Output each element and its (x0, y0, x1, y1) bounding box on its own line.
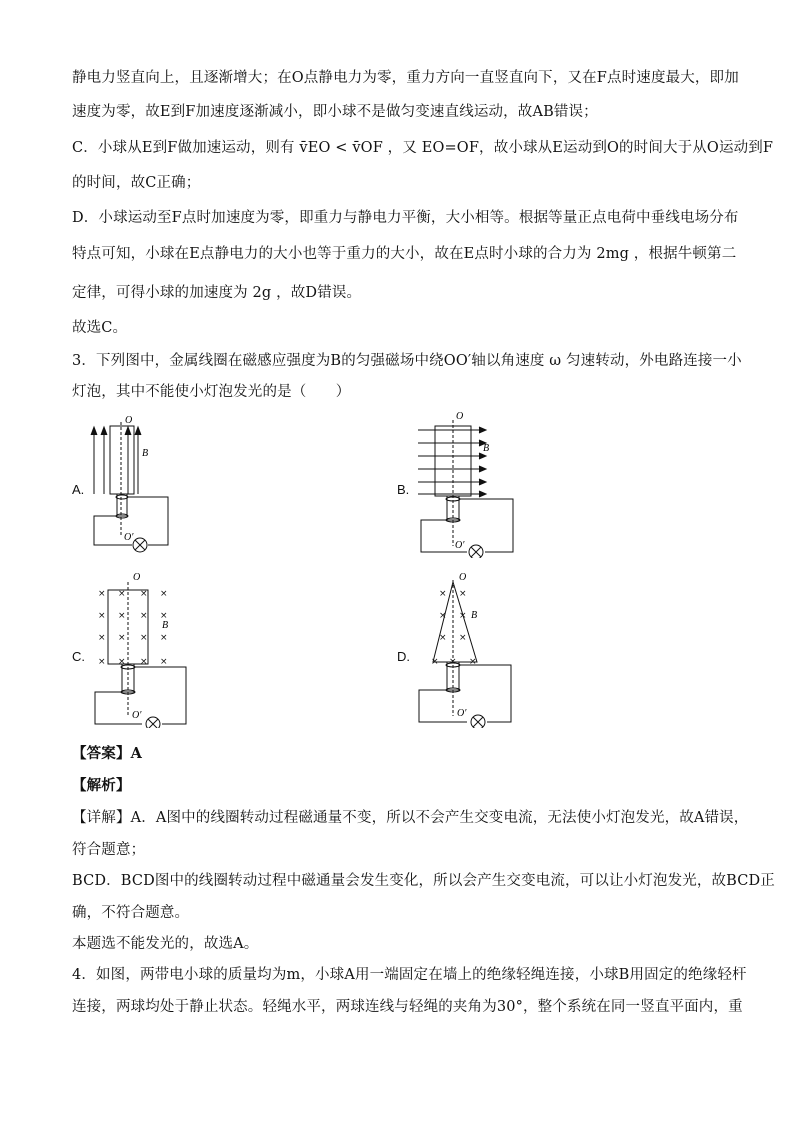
svg-text:×: × (98, 589, 106, 599)
svg-text:×: × (439, 611, 447, 621)
question-3-text: 灯泡，其中不能使小灯泡发光的是（ ） (72, 384, 351, 400)
text-line: 故选C。 (72, 320, 128, 336)
analysis-title: 【解析】 (72, 777, 131, 794)
detail-line: 【详解】A．A图中的线圈转动过程磁通量不变，所以不会产生交变电流，无法使小灯泡发光，故A错误， (72, 810, 749, 826)
svg-text:×: × (160, 589, 168, 599)
svg-text:×: × (98, 633, 106, 643)
detail-line: 本题选不能发光的，故选A。 (72, 936, 259, 952)
svg-text:×: × (459, 589, 467, 599)
option-b-label: B. (397, 482, 410, 497)
figure-a (88, 412, 198, 557)
label-b: B (483, 443, 490, 454)
answer-line: 【答案】A (72, 745, 142, 762)
svg-text:×: × (118, 589, 126, 599)
svg-text:×: × (118, 611, 126, 621)
svg-text:×: × (160, 657, 168, 667)
svg-text:×: × (160, 633, 168, 643)
svg-text:×: × (140, 611, 148, 621)
text-line: 的时间，故C正确； (72, 175, 201, 191)
svg-text:×: × (118, 633, 126, 643)
text-line: 速度为零，故E到F加速度逐渐减小，即小球不是做匀变速直线运动，故AB错误； (72, 104, 598, 120)
svg-text:×: × (431, 657, 439, 667)
svg-text:×: × (469, 657, 477, 667)
label-o-bottom: O′ (455, 540, 465, 551)
svg-text:×: × (140, 589, 148, 599)
svg-text:×: × (459, 611, 467, 621)
option-d-label: D. (397, 649, 410, 664)
text-line: 定律，可得小球的加速度为 2g ，故D错误。 (72, 285, 362, 301)
detail-line: BCD．BCD图中的线圈转动过程中磁通量会发生变化，所以会产生交变电流，可以让小灯泡发光，故BCD正 (72, 873, 775, 889)
option-c-label: C. (72, 649, 85, 664)
detail-line: 符合题意； (72, 842, 146, 858)
svg-text:×: × (439, 589, 447, 599)
figure-b (413, 408, 528, 558)
figure-d (415, 568, 520, 728)
detail-line: 确，不符合题意。 (72, 905, 190, 921)
option-a-label: A. (72, 482, 85, 497)
svg-text:×: × (439, 633, 447, 643)
label-o-bottom: O′ (457, 708, 467, 719)
text-line: D．小球运动至F点时加速度为零，即重力与静电力平衡，大小相等。根据等量正点电荷中垂线电场分布 (72, 210, 739, 226)
svg-text:×: × (160, 611, 168, 621)
question-3-text: 3．下列图中，金属线圈在磁感应强度为B的匀强磁场中绕OO′轴以角速度 ω 匀速转动，外电路连接一小 (72, 353, 742, 369)
question-4-text: 4．如图，两带电小球的质量均为m，小球A用一端固定在墙上的绝缘轻绳连接，小球B用固定的绝缘轻杆 (72, 967, 747, 983)
label-o-top: O (456, 411, 464, 422)
question-4-text: 连接，两球均处于静止状态。轻绳水平，两球连线与轻绳的夹角为30°，整个系统在同一竖直平面内，重 (72, 999, 743, 1015)
label-b: B (142, 448, 149, 459)
svg-text:×: × (449, 657, 457, 667)
label-o-top: O (125, 415, 133, 426)
figure-c (90, 568, 195, 728)
label-o-bottom: O′ (132, 710, 142, 721)
label-o-top: O (459, 572, 467, 583)
label-o-top: O (133, 572, 141, 583)
svg-text:×: × (98, 611, 106, 621)
svg-text:×: × (98, 657, 106, 667)
svg-text:×: × (459, 633, 467, 643)
text-line: 特点可知，小球在E点静电力的大小也等于重力的大小，故在E点时小球的合力为 2mg ，根据牛顿第二 (72, 246, 737, 262)
svg-text:×: × (140, 657, 148, 667)
svg-text:×: × (118, 657, 126, 667)
label-b: B (471, 610, 478, 621)
label-b: B (162, 620, 169, 631)
text-line: 静电力竖直向上，且逐渐增大；在O点静电力为零，重力方向一直竖直向下，又在F点时速度最大，即加 (72, 70, 739, 86)
svg-text:×: × (140, 633, 148, 643)
label-o-bottom: O′ (124, 532, 134, 543)
text-line: C．小球从E到F做加速运动，则有 v̄EO < v̄OF ，又 EO=OF，故小球从E运动到O的时间大于从O运动到F (72, 140, 774, 156)
